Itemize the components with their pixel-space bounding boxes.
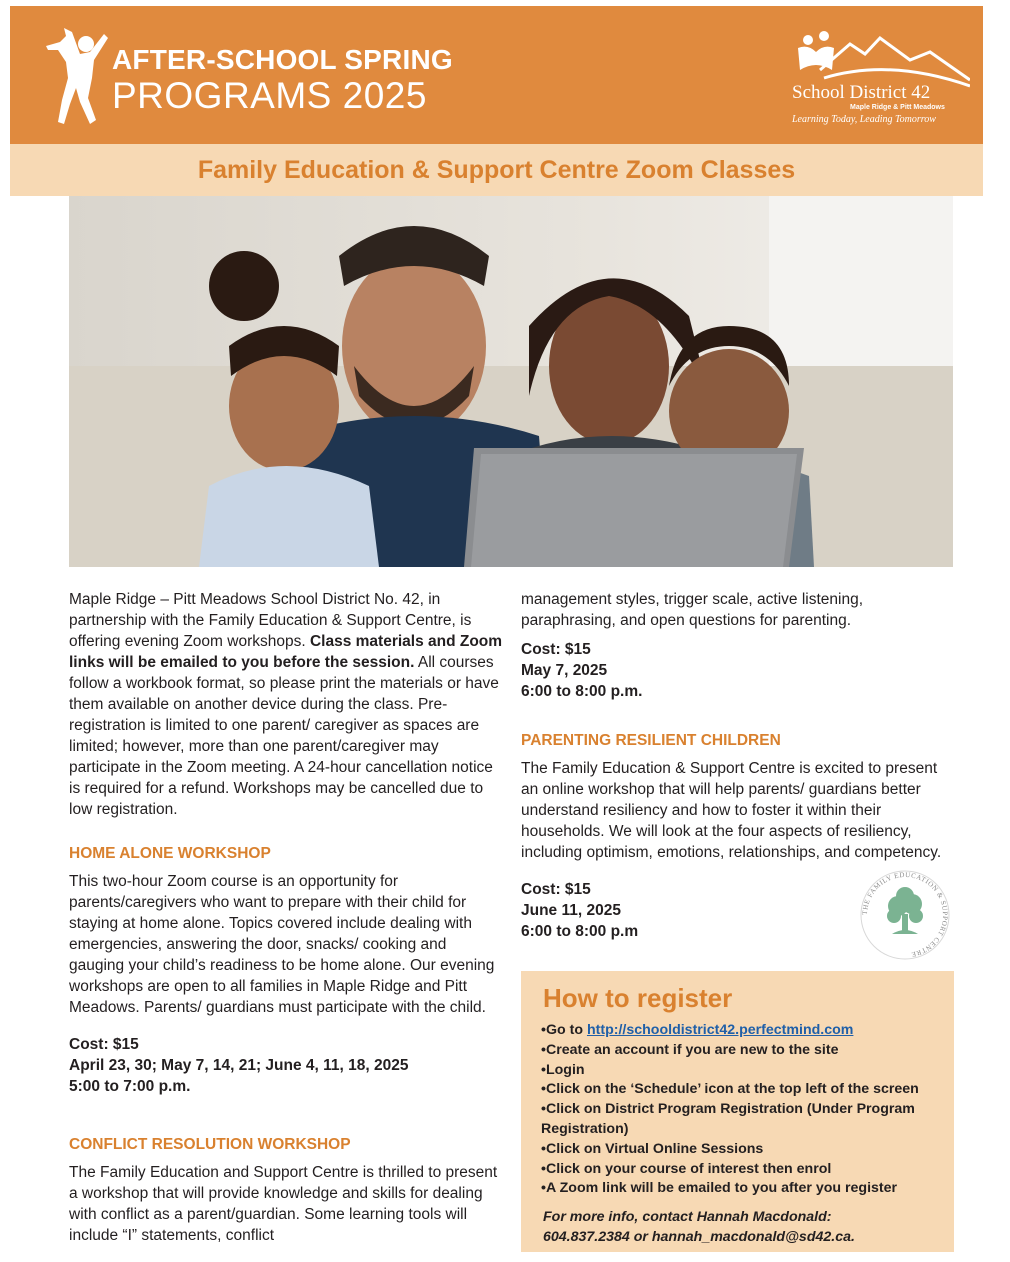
home-alone-dates: April 23, 30; May 7, 14, 21; June 4, 11, 18, 2025: [69, 1056, 409, 1074]
register-step: • Click on District Program Registration (Under Program Registration): [541, 1100, 946, 1140]
resilient-heading: PARENTING RESILIENT CHILDREN: [521, 732, 781, 749]
register-step1-prefix: Go to: [545, 1022, 587, 1038]
banner-title-line1: AFTER-SCHOOL SPRING: [112, 44, 453, 75]
conflict-date: May 7, 2025: [521, 662, 608, 679]
conflict-time: 6:00 to 8:00 p.m.: [521, 683, 643, 700]
logo-tagline: Learning Today, Leading Tomorrow: [792, 114, 936, 125]
contact-line1: For more info, contact Hannah Macdonald:: [543, 1209, 832, 1225]
contact-line2: 604.837.2384 or hannah_macdonald@sd42.ca.: [543, 1229, 855, 1245]
resilient-cost: Cost: $15: [521, 880, 591, 898]
header-banner: [10, 6, 983, 144]
family-laptop-illustration: [69, 196, 953, 567]
subtitle-bar: [10, 144, 983, 196]
home-alone-body: This two-hour Zoom course is an opportunity for parents/caregivers who want to prepare with their child for staying at home alone. Topics covered include dealing with emergencies, answering the door, snacks/ cooking and gauging your child’s readiness to be home alone. Our evening workshops are open to all families in Maple Ridge and Pitt Meadows. Parents/ guardians must participate with the child.: [69, 873, 495, 1016]
banner-title-line2: PROGRAMS 2025: [112, 75, 427, 116]
register-step: • Click on the ‘Schedule’ icon at the top left of the screen: [541, 1080, 946, 1100]
register-step: [541, 1021, 946, 1041]
register-step: • Create an account if you are new to the site: [541, 1041, 946, 1061]
register-steps: [541, 1021, 946, 1199]
intro-paragraph: [69, 589, 505, 820]
mountain-family-logo-icon: [780, 30, 970, 90]
contact-info: [543, 1207, 943, 1247]
logo-name: School District 42: [792, 82, 931, 103]
family-education-seal-icon: [858, 868, 952, 962]
jumping-child-icon: [46, 28, 108, 126]
resilient-body: The Family Education & Support Centre is excited to present an online workshop that will help parents/ guardians better understand resiliency and how to foster it within their households. We will look at the four aspects of resiliency, including optimism, emotions, relationships, and competency.: [521, 760, 942, 861]
left-column: [69, 589, 505, 820]
page-title: Family Education & Support Centre Zoom Classes: [197, 156, 796, 184]
logo-subtitle: Maple Ridge & Pitt Meadows: [850, 104, 945, 111]
intro-lead: Maple Ridge – Pitt Meadows School District No. 42, in partnership with the Family Education & Support Centre, is offering evening Zoom workshops.: [69, 591, 472, 650]
home-alone-time: 5:00 to 7:00 p.m.: [69, 1077, 191, 1095]
perfectmind-link[interactable]: http://schooldistrict42.perfectmind.com: [586, 1022, 854, 1038]
banner-title: [112, 46, 453, 114]
conflict-body: The Family Education and Support Centre is thrilled to present a workshop that will provide knowledge and skills for dealing with conflict as a parent/guardian. Some learning tools will include “I” statements, conflict: [69, 1164, 498, 1244]
register-step: • A Zoom link will be emailed to you after you register: [541, 1179, 946, 1199]
how-to-register-box: [521, 971, 954, 1252]
register-step: • Login: [541, 1061, 946, 1081]
right-column: [521, 589, 951, 702]
family-photo: [69, 196, 953, 567]
home-alone-section: [69, 845, 505, 1097]
register-step: • Click on Virtual Online Sessions: [541, 1140, 946, 1160]
intro-rest: All courses follow a workbook format, so please print the materials or have them available on another device during the class. Pre-registration is limited to one parent/ caregiver as spaces are limited; however, more than one parent/caregiver may participate in the Zoom meeting. A 24-hour cancellation notice is required for a refund. Workshops may be cancelled due to low registration.: [69, 654, 499, 818]
home-alone-cost: Cost: $15: [69, 1035, 139, 1053]
home-alone-heading: HOME ALONE WORKSHOP: [69, 845, 271, 862]
conflict-body-continued: management styles, trigger scale, active listening, paraphrasing, and open questions for parenting.: [521, 591, 864, 629]
conflict-cost: Cost: $15: [521, 641, 591, 658]
seal-text: THE FAMILY EDUCATION & SUPPORT CENTRE: [860, 870, 950, 959]
register-step: • Click on your course of interest then enrol: [541, 1160, 946, 1180]
home-alone-details: [69, 1034, 505, 1097]
school-district-logo: [780, 30, 970, 130]
conflict-details: [521, 639, 951, 702]
conflict-heading: CONFLICT RESOLUTION WORKSHOP: [69, 1136, 351, 1153]
resilient-time: 6:00 to 8:00 p.m: [521, 922, 639, 940]
intro-bold: Class materials and Zoom links will be emailed to you before the session.: [69, 633, 503, 671]
register-heading: How to register: [543, 983, 733, 1013]
resilient-date: June 11, 2025: [521, 901, 621, 919]
conflict-section: [69, 1136, 505, 1262]
